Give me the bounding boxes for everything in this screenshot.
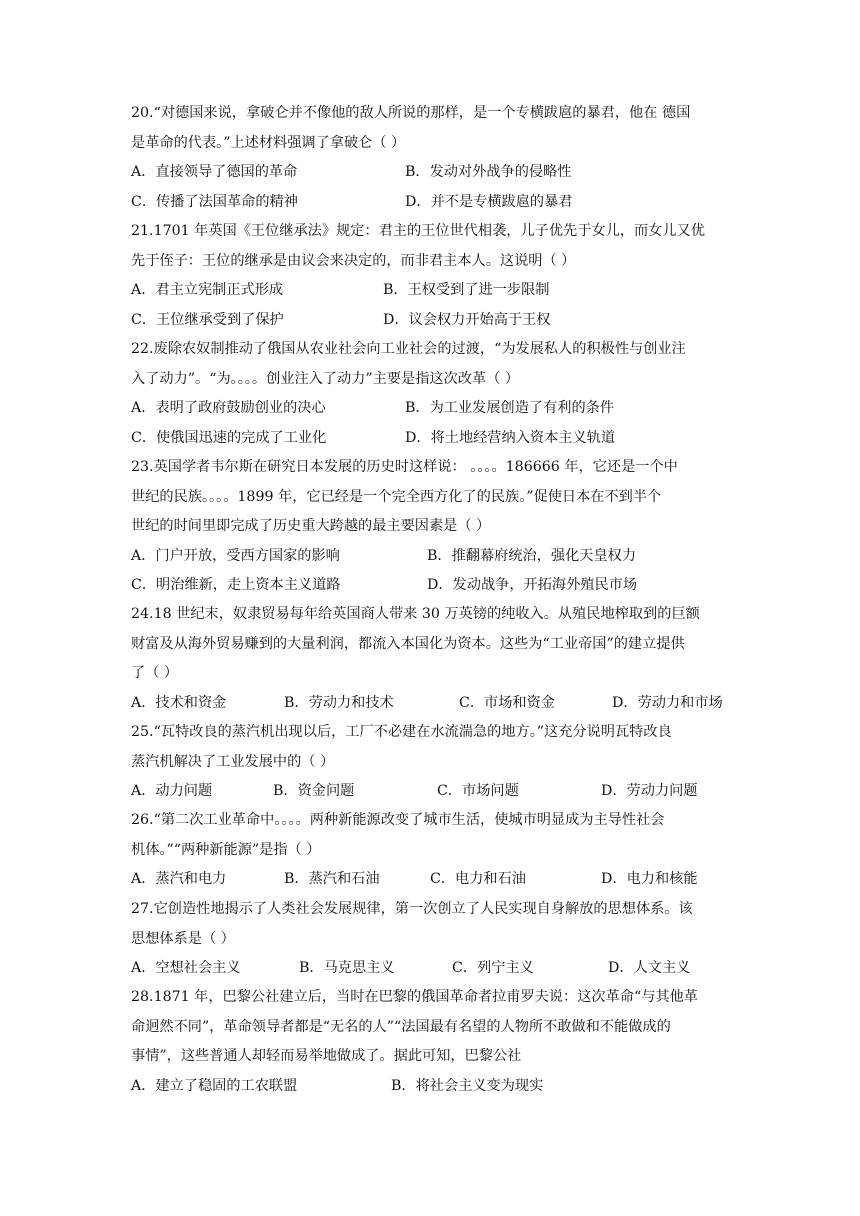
question-stem-line: 世纪的民族。。。。1899 年，它已经是一个完全西方化了的民族。”促使日本在不到半个 [131,488,662,505]
question-21 [131,217,731,335]
question-stem-line: 20.“对德国来说，拿破仑并不像他的敌人所说的那样，是一个专横跋扈的暴君，他在 德国 [131,105,691,121]
option-a: A．门户开放，受西方国家的影响 [131,547,340,564]
option-a: A．君主立宪制正式形成 [131,282,284,298]
option-c: C．市场问题 [437,783,519,799]
option-d: D．劳动力和市场 [612,694,723,711]
question-25 [131,718,731,807]
option-row [131,571,731,601]
question-stem-line: 世纪的时间里即完成了历史重大跨越的最主要因素是（ ） [131,518,491,534]
option-row [131,777,731,807]
question-stem-line: 21.1701 年英国《王位继承法》规定：君主的王位世代相袭，儿子优先于女儿，而女儿又优 [131,223,705,239]
option-row [131,424,731,454]
question-stem-line: 财富及从海外贸易赚到的大量利润，都流入本国化为资本。这些为“工业帝国”的建立提供 [131,635,685,652]
option-d: D．人文主义 [608,960,691,976]
question-26 [131,806,731,895]
option-row [131,306,731,336]
question-28 [131,983,731,1101]
option-c: C．电力和石油 [430,871,526,887]
option-b: B．推翻幕府统治，强化天皇权力 [427,547,637,564]
option-a: A．动力问题 [131,783,213,799]
option-row [131,188,731,218]
question-stem-line: 事情”，这些普通人却轻而易举地做成了。据此可知，巴黎公社 [131,1048,522,1064]
option-row [131,865,731,895]
option-row [131,689,731,719]
question-stem-line: 机体。”“两种新能源”是指（ ） [131,841,321,858]
question-stem-line: 25.“瓦特改良的蒸汽机出现以后，工厂不必建在水流湍急的地方。”这充分说明瓦特改良 [131,724,672,740]
option-b: B．为工业发展创造了有利的条件 [405,400,615,416]
option-c: C．列宁主义 [452,960,534,976]
option-b: B．发动对外战争的侵略性 [405,164,572,180]
option-b: B．王权受到了进一步限制 [383,282,550,298]
option-a: A．蒸汽和电力 [131,871,227,887]
option-d: D．电力和核能 [601,871,698,887]
question-stem-line: 了（ ） [131,665,179,681]
option-c: C．明治维新，走上资本主义道路 [131,577,341,593]
question-stem-line: 思想体系是（ ） [131,930,235,947]
option-row [131,954,731,984]
option-row [131,1072,731,1102]
question-stem-line: 命迥然不同”，革命领导者都是“无名的人”“法国最有名望的人物所不敢做和不能做成的 [131,1018,671,1035]
question-stem-line: 入了动力”。“为。。。。创业注入了动力”主要是指这次改革（ ） [131,370,520,387]
option-d: D．劳动力问题 [601,783,698,799]
option-d: D．将土地经营纳入资本主义轨道 [405,429,616,446]
option-c: C．王位继承受到了保护 [131,311,284,328]
option-c: C．市场和资金 [459,694,555,711]
question-stem-line: 蒸汽机解决了工业发展中的（ ） [131,753,335,770]
question-22 [131,335,731,453]
option-d: D．并不是专横跋扈的暴君 [405,193,573,210]
option-c: C．使俄国迅速的完成了工业化 [131,429,327,446]
option-d: D．发动战争，开拓海外殖民市场 [427,577,638,593]
option-d: D．议会权力开始高于王权 [383,311,551,328]
option-a: A．建立了稳固的工农联盟 [131,1077,298,1094]
question-23 [131,453,731,601]
question-stem-line: 27.它创造性地揭示了人类社会发展规律，第一次创立了人民实现自身解放的思想体系。该 [131,901,693,917]
question-stem-line: 24.18 世纪末，奴隶贸易每年给英国商人带来 30 万英镑的纯收入。从殖民地榨取到的巨额 [131,606,700,622]
option-c: C．传播了法国革命的精神 [131,193,298,210]
option-a: A．表明了政府鼓励创业的决心 [131,400,326,416]
question-stem-line: 26.“第二次工业革命中。。。。两种新能源改变了城市生活，使城市明显成为主导性社会 [131,812,665,828]
option-row [131,158,731,188]
question-stem-line: 28.1871 年，巴黎公社建立后，当时在巴黎的俄国革命者拉甫罗夫说：这次革命“与其他革 [131,989,698,1005]
option-row [131,276,731,306]
option-b: B．马克思主义 [299,960,395,976]
question-27 [131,895,731,984]
option-b: B．资金问题 [273,783,355,799]
option-row [131,394,731,424]
question-24 [131,600,731,718]
question-stem-line: 22.废除农奴制推动了俄国从农业社会向工业社会的过渡，“为发展私人的积极性与创业注 [131,341,686,357]
option-b: B．将社会主义变为现实 [391,1077,544,1094]
option-a: A．技术和资金 [131,694,227,711]
question-20 [131,99,731,217]
question-stem-line: 23.英国学者韦尔斯在研究日本发展的历史时这样说： 。。。。186666 年，它还是一个中 [131,459,678,475]
question-stem-line: 先于侄子：王位的继承是由议会来决定的，而非君主本人。这说明（ ） [131,252,576,269]
question-stem-line: 是革命的代表。”上述材料强调了拿破仑（ ） [131,134,406,151]
option-a: A．空想社会主义 [131,960,241,976]
option-a: A．直接领导了德国的革命 [131,164,298,180]
option-b: B．劳动力和技术 [284,694,394,711]
option-b: B．蒸汽和石油 [284,871,380,887]
option-row [131,542,731,572]
